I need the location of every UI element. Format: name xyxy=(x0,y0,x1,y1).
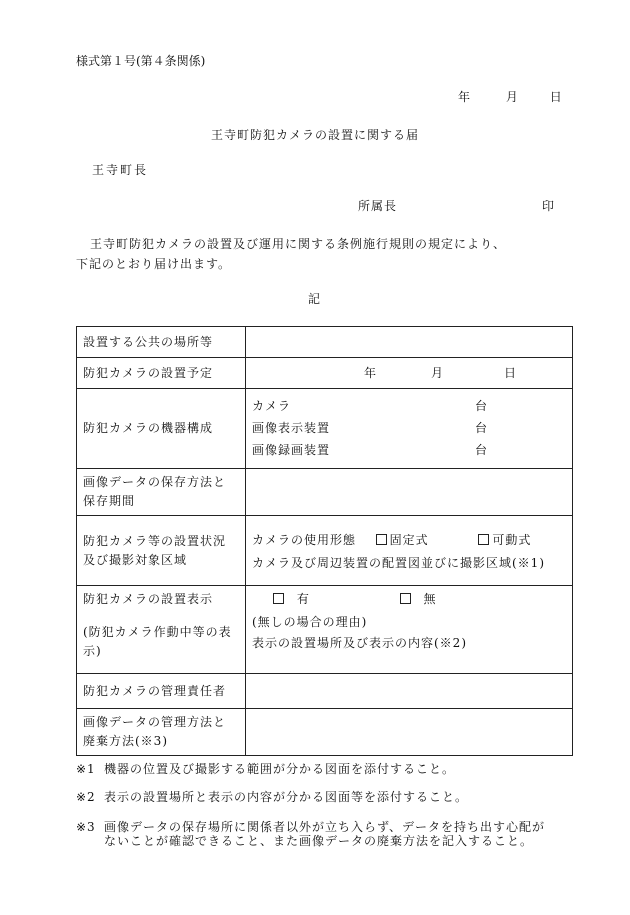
camera-usage-row xyxy=(252,531,566,550)
equipment-recorder-unit: 台 xyxy=(474,443,488,457)
date-month-label: 月 xyxy=(505,90,518,104)
table-row xyxy=(77,516,573,586)
checkbox-icon xyxy=(273,593,284,604)
document-title: 王寺町防犯カメラの設置に関する届 xyxy=(210,128,419,142)
signage-place-label: 表示の設置場所及び表示の内容(※2) xyxy=(252,636,467,650)
table-row xyxy=(77,469,573,516)
addressee: 王寺町長 xyxy=(92,163,149,177)
public-place-label: 設置する公共の場所等 xyxy=(77,327,246,358)
movable-type-checkbox[interactable] xyxy=(478,533,531,547)
checkbox-icon xyxy=(376,534,387,545)
install-status-label xyxy=(77,516,246,586)
signage-label xyxy=(77,586,246,674)
date-day-label: 日 xyxy=(549,90,562,104)
note-3 xyxy=(76,820,556,848)
camera-usage-label: カメラの使用形態 xyxy=(252,533,357,547)
install-status-label-line-2: 及び撮影対象区域 xyxy=(83,552,188,567)
equipment-recorder-item xyxy=(252,441,488,460)
body-text xyxy=(76,234,556,274)
signage-field xyxy=(246,586,573,674)
signage-yes-label: 有 xyxy=(296,592,310,606)
table-row xyxy=(77,709,573,756)
table-row xyxy=(77,674,573,709)
note-3-mark: ※3 xyxy=(76,820,96,834)
signage-no-checkbox[interactable] xyxy=(400,592,437,606)
note-1-text: 機器の位置及び撮影する範囲が分かる図面を添付すること。 xyxy=(104,762,456,776)
note-1 xyxy=(76,762,556,776)
note-2 xyxy=(76,790,556,804)
schedule-year-label: 年 xyxy=(364,365,378,380)
install-schedule-field[interactable] xyxy=(246,358,573,389)
notification-table xyxy=(76,326,573,756)
storage-method-label-line-1: 画像データの保存方法と xyxy=(83,475,227,489)
equipment-field[interactable] xyxy=(246,389,573,469)
public-place-field[interactable] xyxy=(246,327,573,358)
install-status-field xyxy=(246,516,573,586)
note-2-mark: ※2 xyxy=(76,790,96,804)
seal-mark: 印 xyxy=(542,199,555,213)
equipment-camera-name: カメラ xyxy=(252,399,292,413)
submission-date xyxy=(458,88,562,105)
schedule-month-label: 月 xyxy=(431,365,445,380)
checkbox-icon xyxy=(478,534,489,545)
signage-label-line-1: 防犯カメラの設置表示 xyxy=(83,592,214,606)
equipment-camera-item xyxy=(252,397,488,416)
ki-heading: 記 xyxy=(308,292,321,306)
body-text-line-1: 王寺町防犯カメラの設置及び運用に関する条例施行規則の規定により、 xyxy=(90,237,507,251)
schedule-day-label: 日 xyxy=(504,365,518,380)
management-method-label-line-2: 廃棄方法(※3) xyxy=(83,734,168,748)
layout-diagram-note: カメラ及び周辺装置の配置図並びに撮影区域(※1) xyxy=(252,556,545,570)
storage-method-field[interactable] xyxy=(246,469,573,516)
note-2-text: 表示の設置場所と表示の内容が分かる図面等を添付すること。 xyxy=(104,790,469,804)
movable-type-label: 可動式 xyxy=(492,533,532,547)
note-3-text: 画像データの保存場所に関係者以外が立ち入らず、データを持ち出す心配がないことが確認できること、また画像データの廃棄方法を記入すること。 xyxy=(104,820,546,848)
equipment-label: 防犯カメラの機器構成 xyxy=(77,389,246,469)
equipment-recorder-name: 画像録画装置 xyxy=(252,443,331,457)
signage-yes-checkbox[interactable] xyxy=(273,592,310,606)
table-row xyxy=(77,389,573,469)
table-row xyxy=(77,327,573,358)
table-row xyxy=(77,586,573,674)
manager-field[interactable] xyxy=(246,674,573,709)
fixed-type-checkbox[interactable] xyxy=(376,533,429,547)
equipment-display-name: 画像表示装置 xyxy=(252,421,331,435)
install-schedule-label: 防犯カメラの設置予定 xyxy=(77,358,246,389)
management-method-label-line-1: 画像データの管理方法と xyxy=(83,715,227,729)
manager-label: 防犯カメラの管理責任者 xyxy=(77,674,246,709)
date-year-label: 年 xyxy=(458,90,471,104)
signage-label-line-2: (防犯カメラ作動中等の表示) xyxy=(83,625,232,658)
management-method-field[interactable] xyxy=(246,709,573,756)
table-row xyxy=(77,358,573,389)
affiliation-head-label: 所属長 xyxy=(358,199,398,213)
checkbox-icon xyxy=(400,593,411,604)
signage-options xyxy=(252,590,566,609)
equipment-display-unit: 台 xyxy=(474,421,488,435)
note-1-mark: ※1 xyxy=(76,762,96,776)
equipment-display-item xyxy=(252,419,488,438)
form-number: 様式第１号(第４条関係) xyxy=(76,54,206,68)
signage-no-label: 無 xyxy=(423,592,437,606)
equipment-camera-unit: 台 xyxy=(474,399,488,413)
storage-method-label xyxy=(77,469,246,516)
install-status-label-line-1: 防犯カメラ等の設置状況 xyxy=(83,533,227,548)
management-method-label xyxy=(77,709,246,756)
storage-method-label-line-2: 保存期間 xyxy=(83,494,136,508)
no-signage-reason-label: (無しの場合の理由) xyxy=(252,615,368,629)
body-text-line-2: 下記のとおり届け出ます。 xyxy=(76,257,232,271)
fixed-type-label: 固定式 xyxy=(389,533,429,547)
